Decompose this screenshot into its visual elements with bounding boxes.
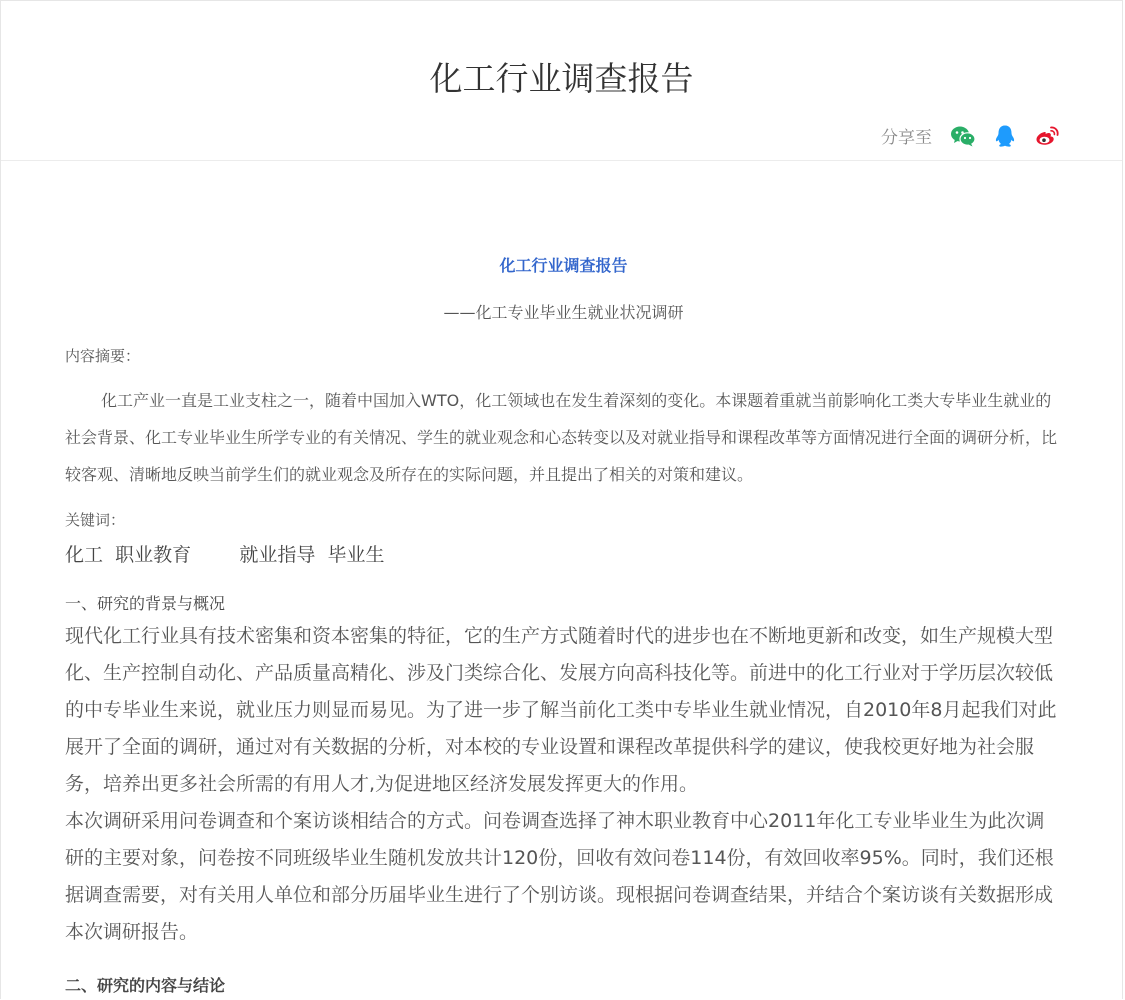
keywords-label: 关键词：: [65, 511, 126, 529]
section1-paragraph-1: 现代化工行业具有技术密集和资本密集的特征，它的生产方式随着时代的进步也在不断地更新和改变，如生产规模大型化、生产控制自动化、产品质量高精化、涉及门类综合化、发展方向高科技化等。前进中的化工行业对于学历层次较低的中专毕业生来说，就业压力则显而易见。为了进一步了解当前化工类中专毕业生就业情况，自2010年8月起我们对此展开了全面的调研，通过对有关数据的分析，对本校的专业设置和课程改革提供科学的建议，使我校更好地为社会服务，培养出更多社会所需的有用人才,为促进地区经济发展发挥更大的作用。: [65, 625, 1057, 795]
section-heading-1: 一、研究的背景与概况: [65, 594, 226, 613]
article-title: 化工行业调查报告: [499, 256, 628, 275]
article-subtitle: ——化工专业毕业生就业状况调研: [443, 303, 684, 322]
section-heading-2: 二、研究的内容与结论: [65, 976, 226, 995]
weibo-icon[interactable]: [1034, 124, 1060, 148]
qq-icon[interactable]: [992, 124, 1018, 148]
abstract-text: 化工产业一直是工业支柱之一，随着中国加入WTO，化工领域也在发生着深刻的变化。本课题着重就当前影响化工类大专毕业生就业的社会背景、化工专业毕业生所学专业的有关情况、学生的就业观念和心态转变以及对就业指导和课程改革等方面情况进行全面的调研分析，比较客观、清晰地反映当前学生们的就业观念及所存在的实际问题，并且提出了相关的对策和建议。: [65, 391, 1058, 484]
page-title: 化工行业调查报告: [429, 59, 694, 98]
share-bar: [881, 123, 1060, 148]
share-label: 分享至: [881, 128, 932, 148]
abstract-label: 内容摘要：: [65, 347, 141, 365]
section1-paragraph-2: 本次调研采用问卷调查和个案访谈相结合的方式。问卷调查选择了神木职业教育中心2011年化工专业毕业生为此次调研的主要对象，问卷按不同班级毕业生随机发放共计120份，回收有效问卷114份，有效回收率95%。同时，我们还根据调查需要，对有关用人单位和部分历届毕业生进行了个别访谈。现根据问卷调查结果，并结合个案访谈有关数据形成本次调研报告。: [65, 810, 1054, 943]
wechat-icon[interactable]: [950, 124, 976, 148]
article-content: [65, 161, 1062, 996]
keywords-text: 化工 职业教育 就业指导 毕业生: [65, 544, 385, 566]
page-header: [1, 1, 1122, 161]
